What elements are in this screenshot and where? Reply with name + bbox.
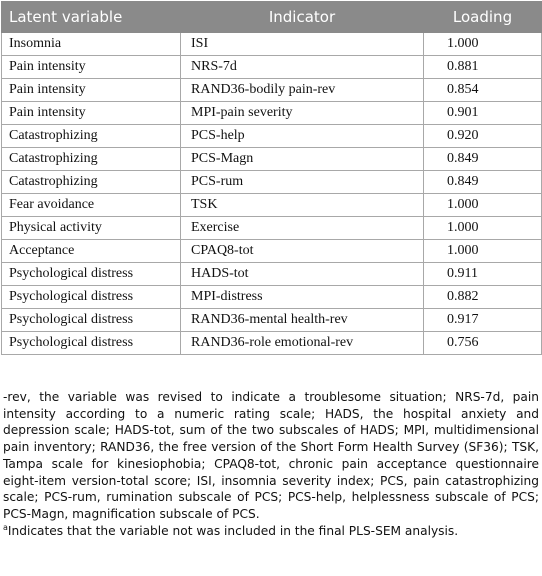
cell-loading: 0.881 <box>424 56 542 79</box>
table-row <box>2 102 542 125</box>
cell-indicator: CPAQ8-tot <box>181 240 424 263</box>
cell-indicator: TSK <box>181 194 424 217</box>
header-indicator: Indicator <box>181 2 424 33</box>
cell-loading: 0.756 <box>424 332 542 355</box>
cell-latent-variable: Pain intensity <box>2 102 181 125</box>
cell-loading: 1.000 <box>424 33 542 56</box>
cell-loading: 0.882 <box>424 286 542 309</box>
table-row <box>2 217 542 240</box>
table-row <box>2 286 542 309</box>
cell-indicator: NRS-7d <box>181 56 424 79</box>
cell-indicator: MPI-distress <box>181 286 424 309</box>
cell-loading: 1.000 <box>424 194 542 217</box>
cell-indicator: RAND36-bodily pain-rev <box>181 79 424 102</box>
table-footnote <box>3 389 539 539</box>
loadings-table-container <box>1 1 541 355</box>
table-row <box>2 194 542 217</box>
table-row <box>2 125 542 148</box>
cell-latent-variable: Catastrophizing <box>2 125 181 148</box>
table-row <box>2 56 542 79</box>
cell-indicator: RAND36-mental health-rev <box>181 309 424 332</box>
cell-latent-variable: Psychological distress <box>2 332 181 355</box>
cell-indicator: ISI <box>181 33 424 56</box>
cell-indicator: PCS-help <box>181 125 424 148</box>
cell-latent-variable: Fear avoidance <box>2 194 181 217</box>
cell-loading: 0.920 <box>424 125 542 148</box>
footnote-text: Indicates that the variable not was included in the final PLS-SEM analysis. <box>7 523 459 538</box>
header-latent-variable: Latent variable <box>2 2 181 33</box>
cell-loading: 0.901 <box>424 102 542 125</box>
loadings-table <box>1 1 542 355</box>
cell-latent-variable: Insomnia <box>2 33 181 56</box>
cell-latent-variable: Physical activity <box>2 217 181 240</box>
cell-latent-variable: Catastrophizing <box>2 171 181 194</box>
cell-latent-variable: Psychological distress <box>2 263 181 286</box>
cell-indicator: Exercise <box>181 217 424 240</box>
cell-indicator: MPI-pain severity <box>181 102 424 125</box>
table-row <box>2 171 542 194</box>
table-row <box>2 79 542 102</box>
cell-loading: 1.000 <box>424 240 542 263</box>
footnote-marker: a <box>3 522 8 532</box>
cell-latent-variable: Psychological distress <box>2 286 181 309</box>
cell-latent-variable: Pain intensity <box>2 56 181 79</box>
superscript-note <box>3 523 539 540</box>
abbreviations-note: -rev, the variable was revised to indicate a troublesome situation; NRS-7d, pain intensity according to a numeric rating scale; HADS, the hospital anxiety and depression scale; HADS-tot, sum of the two subscales of HADS; MPI, multidimensional pain inventory; RAND36, the free version of the Short Form Health Survey (SF36); TSK, Tampa scale for kinesiophobia; CPAQ8-tot, chronic pain acceptance questionnaire eight-item version-total score; ISI, insomnia severity index; PCS, pain catastrophizing scale; PCS-rum, rumination subscale of PCS; PCS-help, helplessness subscale of PCS; PCS-Magn, magnification subscale of PCS. <box>3 390 539 521</box>
header-loading: Loading <box>424 2 542 33</box>
cell-indicator: RAND36-role emotional-rev <box>181 332 424 355</box>
cell-loading: 0.849 <box>424 148 542 171</box>
cell-loading: 1.000 <box>424 217 542 240</box>
cell-loading: 0.849 <box>424 171 542 194</box>
table-row <box>2 240 542 263</box>
cell-latent-variable: Catastrophizing <box>2 148 181 171</box>
cell-latent-variable: Pain intensity <box>2 79 181 102</box>
cell-loading: 0.854 <box>424 79 542 102</box>
table-row <box>2 309 542 332</box>
table-body <box>2 33 542 355</box>
table-header <box>2 2 542 33</box>
cell-indicator: PCS-rum <box>181 171 424 194</box>
cell-loading: 0.911 <box>424 263 542 286</box>
cell-indicator: PCS-Magn <box>181 148 424 171</box>
header-row <box>2 2 542 33</box>
table-row <box>2 148 542 171</box>
cell-indicator: HADS-tot <box>181 263 424 286</box>
table-row <box>2 263 542 286</box>
cell-latent-variable: Psychological distress <box>2 309 181 332</box>
table-row <box>2 33 542 56</box>
cell-loading: 0.917 <box>424 309 542 332</box>
cell-latent-variable: Acceptance <box>2 240 181 263</box>
table-row <box>2 332 542 355</box>
